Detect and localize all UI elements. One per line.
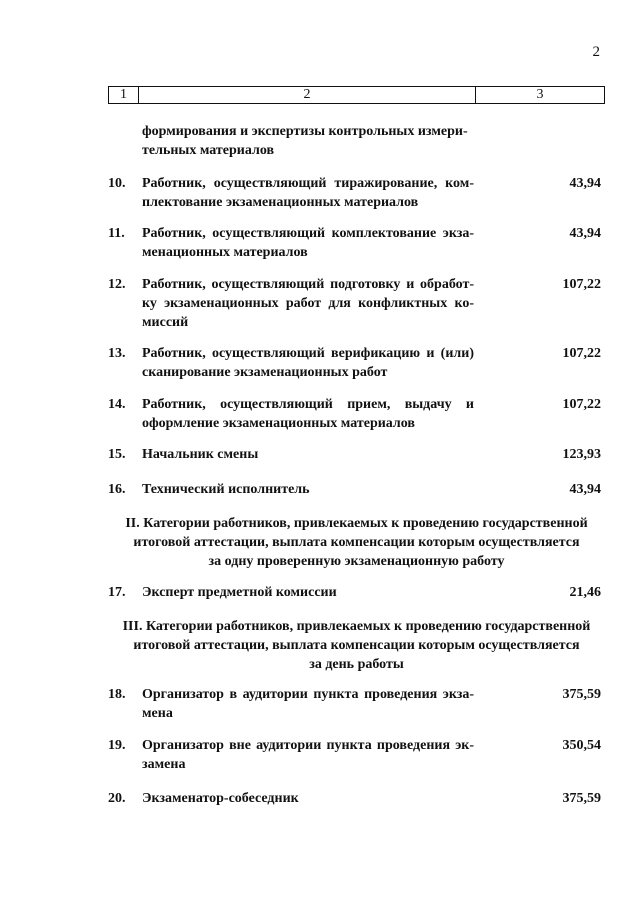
row-text-line: Работник, осуществляющий верификацию и (или) [142, 346, 474, 361]
header-col-2: 2 [139, 87, 476, 103]
continuation-line: тельных материалов [142, 143, 275, 158]
row-text-line: менационных материалов [142, 245, 308, 260]
section-heading-line: итоговой аттестации, выплата компенсации которым осуществляется [133, 638, 580, 653]
row-text-line: Работник, осуществляющий тиражирование, ком- [142, 176, 474, 191]
row-value: 21,46 [569, 585, 601, 600]
row-value: 375,59 [562, 687, 601, 702]
row-text-line: оформление экзаменационных материалов [142, 416, 415, 431]
row-text [142, 583, 474, 602]
row-value: 123,93 [562, 447, 601, 462]
row-number: 15. [108, 447, 126, 462]
row-text-line: сканирование экзаменационных работ [142, 365, 388, 380]
section-heading-line: за одну проверенную экзаменационную работу [208, 554, 505, 569]
row-value: 107,22 [562, 346, 601, 361]
row-text-line: замена [142, 757, 186, 772]
row-number: 19. [108, 738, 126, 753]
row-number: 13. [108, 346, 126, 361]
row-text-line: Технический исполнитель [142, 482, 310, 497]
page-number: 2 [592, 44, 600, 60]
row-value: 350,54 [562, 738, 601, 753]
row-number: 10. [108, 176, 126, 191]
row-text-line: мена [142, 706, 173, 721]
row-text [142, 789, 474, 808]
row-text [142, 395, 474, 433]
row-text-line: ку экзаменационных работ для конфликтных ко- [142, 296, 474, 311]
row-number: 18. [108, 687, 126, 702]
row-text-line: Работник, осуществляющий прием, выдачу и [142, 397, 474, 412]
row-text-line: Начальник смены [142, 447, 259, 462]
row-value: 107,22 [562, 277, 601, 292]
row-number: 16. [108, 482, 126, 497]
continuation-line: формирования и экспертизы контрольных измери- [142, 124, 468, 139]
row-text-line: Работник, осуществляющий комплектование экза- [142, 226, 474, 241]
section-heading-line: за день работы [309, 657, 404, 672]
row-number: 14. [108, 397, 126, 412]
table-header [108, 86, 605, 104]
row-text [142, 480, 474, 499]
row-text [142, 224, 474, 262]
continuation-text [142, 122, 474, 160]
row-value: 43,94 [569, 482, 601, 497]
row-text-line: Организатор вне аудитории пункта проведения эк- [142, 738, 474, 753]
row-text [142, 685, 474, 723]
row-text [142, 174, 474, 212]
row-number: 11. [108, 226, 125, 241]
row-value: 107,22 [562, 397, 601, 412]
row-text-line: Экзаменатор-собеседник [142, 791, 299, 806]
row-value: 375,59 [562, 791, 601, 806]
row-text [142, 445, 474, 464]
row-text-line: Работник, осуществляющий подготовку и обработ- [142, 277, 474, 292]
header-col-3: 3 [536, 87, 544, 102]
row-number: 20. [108, 791, 126, 806]
section-heading-line: III. Категории работников, привлекаемых к проведению государственной [122, 619, 591, 634]
row-text [142, 344, 474, 382]
row-text-line: Эксперт предметной комиссии [142, 585, 337, 600]
row-value: 43,94 [569, 176, 601, 191]
row-text-line: Организатор в аудитории пункта проведения экза- [142, 687, 474, 702]
row-text [142, 275, 474, 332]
section-heading [108, 514, 605, 571]
row-value: 43,94 [569, 226, 601, 241]
section-heading-line: итоговой аттестации, выплата компенсации которым осуществляется [133, 535, 580, 550]
row-number: 17. [108, 585, 126, 600]
row-text-line: миссий [142, 315, 189, 330]
header-col-1: 1 [109, 87, 139, 103]
row-text-line: плектование экзаменационных материалов [142, 195, 419, 210]
section-heading [108, 617, 605, 674]
row-text [142, 736, 474, 774]
section-heading-line: II. Категории работников, привлекаемых к проведению государственной [125, 516, 588, 531]
row-number: 12. [108, 277, 126, 292]
